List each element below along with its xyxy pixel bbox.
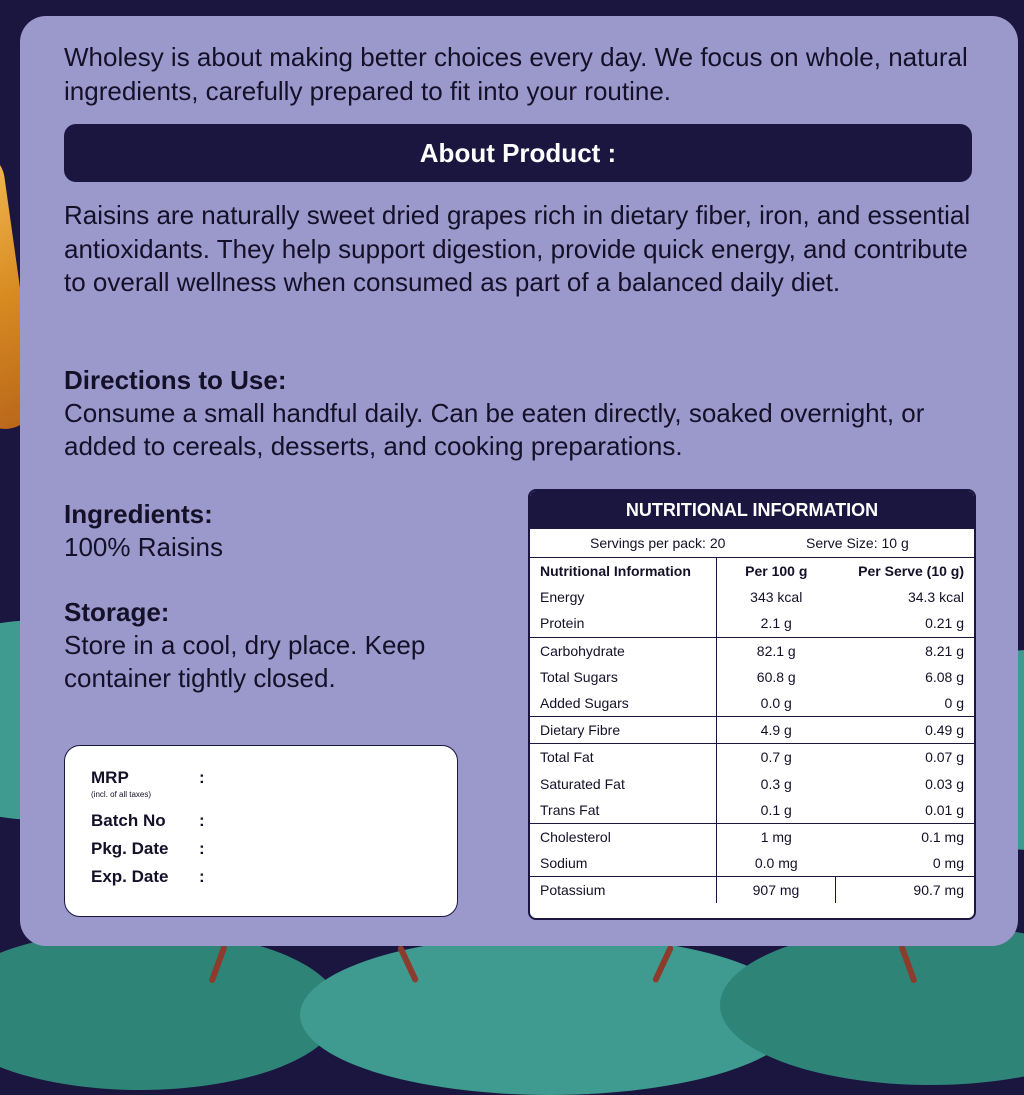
about-product-banner: About Product : bbox=[64, 124, 972, 182]
nutrition-row bbox=[530, 823, 974, 850]
nutrition-row-cell: 90.7 mg bbox=[913, 882, 964, 899]
mrp-colon: : bbox=[199, 768, 205, 787]
servings-per-pack: Servings per pack: 20 bbox=[590, 535, 726, 551]
pkg-date-label: Pkg. Date bbox=[91, 839, 169, 858]
mrp-box bbox=[64, 745, 458, 917]
ingredients-heading: Ingredients: bbox=[64, 499, 213, 529]
nutrition-row-cell: 0.3 g bbox=[760, 775, 792, 792]
nutrition-row bbox=[530, 797, 974, 824]
nutrition-row-cell: 0.7 g bbox=[760, 749, 792, 766]
mrp-note: (incl. of all taxes) bbox=[91, 790, 152, 799]
nutrition-row-cell: 0.1 g bbox=[717, 797, 836, 824]
nutrition-row bbox=[530, 664, 974, 690]
nutrition-title: NUTRITIONAL INFORMATION bbox=[530, 491, 974, 529]
intro-text: Wholesy is about making better choices every day. We focus on whole, natural ingredients, carefully prepared to fit into your routine. bbox=[64, 42, 968, 106]
nutrition-row-cell: 0.49 g bbox=[836, 717, 975, 744]
nutrition-row bbox=[530, 771, 974, 797]
nutrition-row-cell: Sodium bbox=[530, 850, 717, 877]
nutrition-row bbox=[530, 690, 974, 717]
nutrition-row-cell: 0 mg bbox=[836, 850, 975, 877]
background-hill bbox=[0, 930, 340, 1090]
background-hill bbox=[720, 925, 1024, 1085]
nutrition-row bbox=[530, 610, 974, 637]
nutrition-row-cell: Trans Fat bbox=[530, 797, 717, 824]
nutrition-row-cell: Total Sugars bbox=[530, 664, 717, 690]
exp-date-colon: : bbox=[199, 867, 205, 886]
nutrition-header-row-cell: Per Serve (10 g) bbox=[858, 563, 964, 580]
nutrition-row-cell: 0.01 g bbox=[836, 797, 975, 824]
storage-body: Store in a cool, dry place. Keep container tightly closed. bbox=[64, 630, 426, 693]
pkg-date-colon: : bbox=[199, 839, 205, 858]
nutrition-row-cell: Protein bbox=[530, 610, 717, 637]
nutrition-row-cell: Added Sugars bbox=[530, 690, 717, 717]
mrp-label: MRP bbox=[91, 768, 129, 787]
exp-date-label: Exp. Date bbox=[91, 867, 169, 886]
nutrition-header-row-cell: Nutritional Information bbox=[530, 558, 717, 584]
nutrition-row-cell: 1 mg bbox=[760, 828, 792, 845]
nutrition-header-row-cell: Per 100 g bbox=[745, 563, 808, 580]
nutrition-row-cell: Potassium bbox=[530, 877, 717, 904]
ingredients-section bbox=[64, 498, 484, 564]
nutrition-row-cell: Cholesterol bbox=[530, 823, 717, 850]
nutrition-row-cell: 0.07 g bbox=[925, 749, 964, 766]
nutrition-row-cell: 0.03 g bbox=[925, 775, 964, 792]
nutrition-row-cell: Total Fat bbox=[530, 744, 717, 771]
batch-label: Batch No bbox=[91, 811, 166, 830]
nutrition-row-cell: 2.1 g bbox=[717, 610, 836, 637]
nutrition-row-cell: 82.1 g bbox=[756, 642, 796, 659]
nutrition-row bbox=[530, 850, 974, 877]
nutrition-row bbox=[530, 637, 974, 664]
nutrition-row bbox=[530, 877, 974, 904]
nutrition-row-cell: Carbohydrate bbox=[530, 637, 717, 664]
storage-heading: Storage: bbox=[64, 597, 170, 627]
nutrition-row-cell: Energy bbox=[530, 584, 717, 610]
directions-body: Consume a small handful daily. Can be eaten directly, soaked overnight, or added to cereals, desserts, and cooking preparations. bbox=[64, 398, 925, 461]
nutrition-row bbox=[530, 744, 974, 771]
nutrition-header-row bbox=[530, 558, 974, 584]
nutrition-row-cell: 8.21 g bbox=[925, 642, 964, 659]
nutrition-grid bbox=[530, 558, 974, 903]
nutrition-row-cell: 60.8 g bbox=[756, 668, 796, 685]
nutrition-row bbox=[530, 717, 974, 744]
nutrition-table bbox=[528, 489, 976, 920]
nutrition-row-cell: 0.1 mg bbox=[921, 828, 964, 845]
nutrition-row-cell: 907 mg bbox=[717, 877, 836, 904]
nutrition-row-cell: 34.3 kcal bbox=[907, 589, 964, 606]
ingredients-body: 100% Raisins bbox=[64, 532, 223, 562]
nutrition-row-cell: Saturated Fat bbox=[530, 771, 717, 797]
nutrition-row-cell: 0.0 mg bbox=[717, 850, 836, 877]
nutrition-row-cell: 0.21 g bbox=[836, 610, 975, 637]
nutrition-row bbox=[530, 584, 974, 610]
nutrition-row-cell: Dietary Fibre bbox=[530, 717, 717, 744]
serve-size: Serve Size: 10 g bbox=[806, 535, 909, 551]
nutrition-row-cell: 343 kcal bbox=[750, 589, 803, 606]
label-panel bbox=[20, 16, 1018, 946]
nutrition-row-cell: 6.08 g bbox=[925, 668, 964, 685]
directions-heading: Directions to Use: bbox=[64, 365, 287, 395]
batch-colon: : bbox=[199, 811, 205, 830]
nutrition-row-cell: 0 g bbox=[836, 690, 975, 717]
about-product-text: Raisins are naturally sweet dried grapes rich in dietary fiber, iron, and essential antioxidants. They help support digestion, provide quick energy, and contribute to overall wellness when consumed as part of a balanced daily diet. bbox=[64, 200, 971, 297]
directions-section bbox=[64, 364, 964, 463]
storage-section bbox=[64, 596, 484, 695]
nutrition-row-cell: 0.0 g bbox=[717, 690, 836, 717]
servings-row bbox=[530, 529, 974, 558]
nutrition-row-cell: 4.9 g bbox=[717, 717, 836, 744]
